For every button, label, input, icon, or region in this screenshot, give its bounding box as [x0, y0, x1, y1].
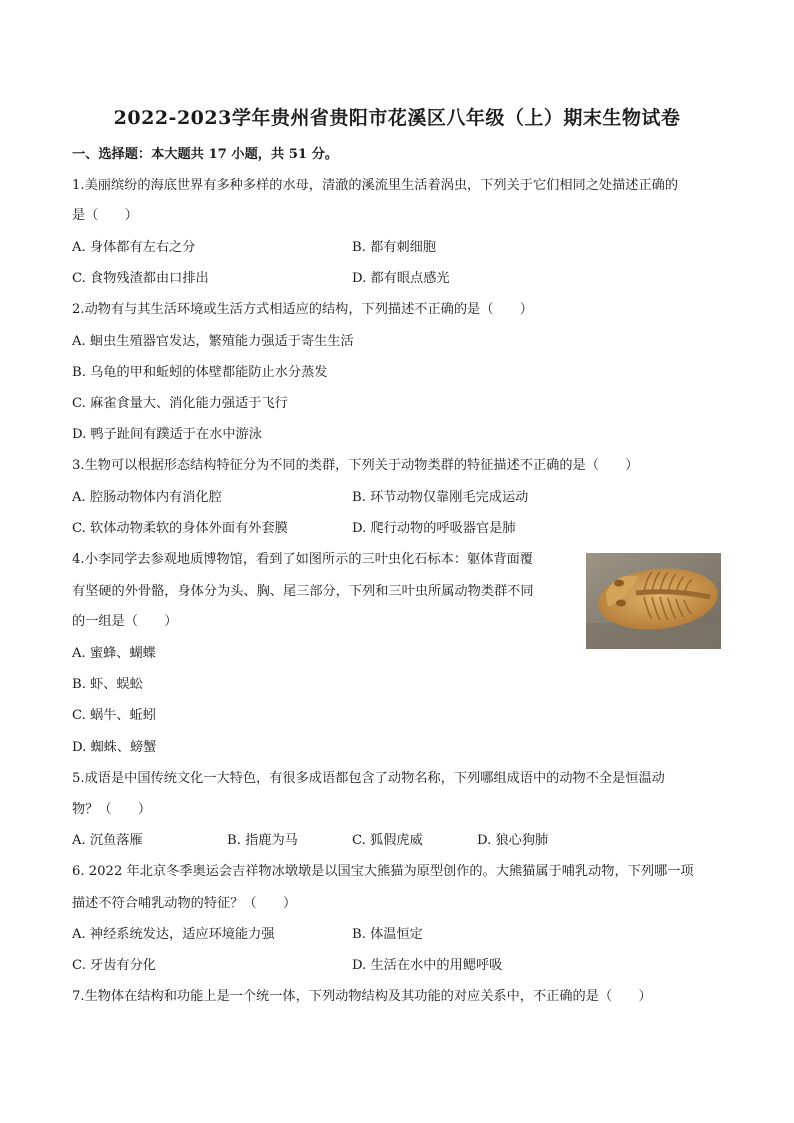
q3-stem: 3.生物可以根据形态结构特征分为不同的类群，下列关于动物类群的特征描述不正确的是（ ）: [72, 458, 639, 473]
q4-option-c: C. 蜗牛、蚯蚓: [72, 708, 156, 723]
q3-option-a: A. 腔肠动物体内有消化腔: [72, 490, 222, 505]
q6-stem-line2: 描述不符合哺乳动物的特征？（ ）: [72, 896, 297, 911]
q6-option-d: D. 生活在水中的用鳃呼吸: [352, 958, 503, 973]
q6-option-a: A. 神经系统发达，适应环境能力强: [72, 927, 275, 942]
q1-stem-line1: 1.美丽缤纷的海底世界有多种多样的水母，清澈的溪流里生活着涡虫，下列关于它们相同之处描述正确的: [72, 178, 679, 193]
q4-option-a: A. 蜜蜂、蝴蝶: [72, 646, 156, 661]
q1-option-a: A. 身体都有左右之分: [72, 240, 196, 255]
q4-stem-line3: 的一组是（ ）: [72, 614, 178, 629]
q1-option-c: C. 食物残渣都由口排出: [72, 271, 209, 286]
trilobite-icon: [586, 553, 721, 649]
q3-option-d: D. 爬行动物的呼吸器官是肺: [352, 521, 516, 536]
q5-stem-line1: 5.成语是中国传统文化一大特色，有很多成语都包含了动物名称，下列哪组成语中的动物不全是恒温动: [72, 771, 665, 786]
q6-option-b: B. 体温恒定: [352, 927, 423, 942]
q2-option-c: C. 麻雀食量大、消化能力强适于飞行: [72, 396, 288, 411]
q6-option-c: C. 牙齿有分化: [72, 958, 156, 973]
q2-stem: 2.动物有与其生活环境或生活方式相适应的结构，下列描述不正确的是（ ）: [72, 302, 533, 317]
q5-option-b: B. 指鹿为马: [227, 833, 298, 848]
q4-stem-line1: 4.小李同学去参观地质博物馆，看到了如图所示的三叶虫化石标本：躯体背面覆: [72, 552, 533, 567]
q4-option-d: D. 蜘蛛、螃蟹: [72, 740, 157, 755]
q2-option-b: B. 乌龟的甲和蚯蚓的体壁都能防止水分蒸发: [72, 365, 328, 380]
trilobite-fossil-image: [586, 553, 721, 649]
q2-option-a: A. 蛔虫生殖器官发达，繁殖能力强适于寄生生活: [72, 334, 354, 349]
q4-option-b: B. 虾、蜈蚣: [72, 677, 143, 692]
q1-option-b: B. 都有刺细胞: [352, 240, 437, 255]
q7-stem: 7.生物体在结构和功能上是一个统一体，下列动物结构及其功能的对应关系中，不正确的是（ ）: [72, 989, 652, 1004]
q5-option-d: D. 狼心狗肺: [477, 833, 549, 848]
q3-option-b: B. 环节动物仅靠刚毛完成运动: [352, 490, 529, 505]
q5-stem-line2: 物？（ ）: [72, 802, 152, 817]
section-heading: 一、选择题：本大题共 17 小题，共 51 分。: [72, 147, 339, 162]
q5-option-c: C. 狐假虎威: [352, 833, 423, 848]
q6-stem-line1: 6. 2022 年北京冬季奥运会吉祥物冰墩墩是以国宝大熊猫为原型创作的。大熊猫属于哺乳动物，下列哪一项: [72, 864, 694, 879]
q3-option-c: C. 软体动物柔软的身体外面有外套膜: [72, 521, 288, 536]
q1-option-d: D. 都有眼点感光: [352, 271, 450, 286]
q2-option-d: D. 鸭子趾间有蹼适于在水中游泳: [72, 427, 262, 442]
q4-stem-line2: 有坚硬的外骨骼，身体分为头、胸、尾三部分，下列和三叶虫所属动物类群不同: [72, 584, 534, 599]
q1-stem-line2: 是（ ）: [72, 208, 138, 223]
exam-title: 2022-2023学年贵州省贵阳市花溪区八年级（上）期末生物试卷: [113, 107, 681, 129]
q5-option-a: A. 沉鱼落雁: [72, 833, 143, 848]
